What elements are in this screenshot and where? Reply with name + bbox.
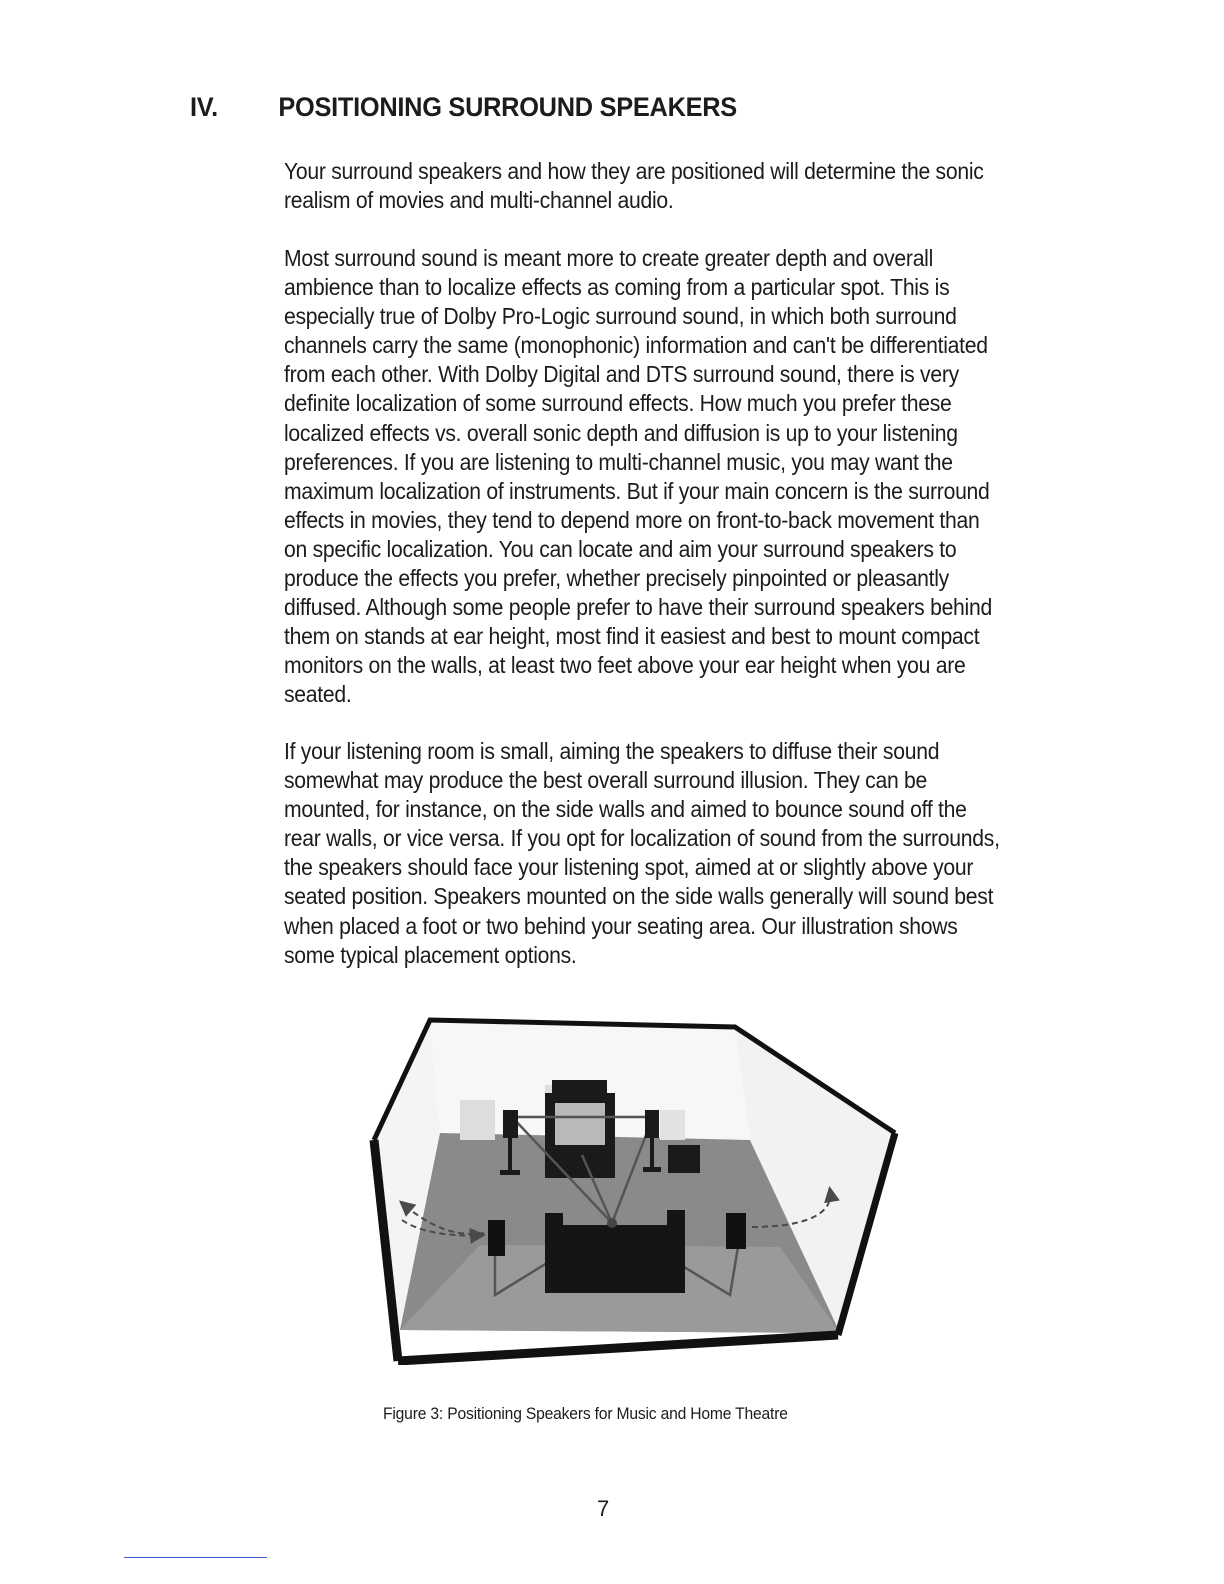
paragraph-line: seated position. Speakers mounted on the side walls generally will sound best [284,883,994,910]
paragraph-line: from each other. With Dolby Digital and DTS surround sound, there is very [284,361,959,388]
footnote-divider [124,1557,267,1558]
section-title: POSITIONING SURROUND SPEAKERS [278,92,737,122]
paragraph-line: maximum localization of instruments. But if your main concern is the surround [284,477,990,504]
paragraph-line: localized effects vs. overall sonic depth and diffusion is up to your listening [284,419,958,446]
paragraph-line: preferences. If you are listening to multi-channel music, you may want the [284,448,953,475]
paragraph-line: Your surround speakers and how they are positioned will determine the sonic [284,158,984,184]
paragraph-line: channels carry the same (monophonic) information and can't be differentiated [284,332,988,359]
side-left-speaker [488,1220,505,1256]
section-heading [190,92,737,123]
paragraph-line: seated. [284,681,352,708]
section-number: IV. [190,92,218,122]
paragraph-line: on specific localization. You can locate and aim your surround speakers to [284,535,957,562]
subwoofer [668,1145,700,1173]
paragraph-line: somewhat may produce the best overall surround illusion. They can be [284,767,928,794]
paragraph-line: them on stands at ear height, most find it easiest and best to mount compact [284,623,980,650]
paragraph-line: when placed a foot or two behind your seating area. Our illustration shows [284,912,958,939]
paragraph-line: ambience than to localize effects as coming from a particular spot. This is [284,274,950,301]
page-number: 7 [597,1496,610,1521]
paragraph-line: especially true of Dolby Pro-Logic surround sound, in which both surround [284,303,957,330]
paragraph-ambience [284,244,992,710]
paragraph-line: the speakers should face your listening spot, aimed at or slightly above your [284,854,974,881]
paragraph-line: effects in movies, they tend to depend more on front-to-back movement than [284,506,980,533]
speaker-placement-illustration [360,1015,905,1365]
paragraph-line: mounted, for instance, on the side walls and aimed to bounce sound off the [284,796,967,823]
paragraph-intro [284,157,983,215]
paragraph-line: If your listening room is small, aiming the speakers to diffuse their sound [284,738,940,764]
paragraph-small-room [284,737,1000,970]
paragraph-line: produce the effects you prefer, whether precisely pinpointed or pleasantly [284,565,949,592]
paragraph-line: monitors on the walls, at least two feet above your ear height when you are [284,652,966,679]
figure-caption: Figure 3: Positioning Speakers for Music and Home Theatre [383,1404,788,1423]
paragraph-line: diffused. Although some people prefer to have their surround speakers behind [284,594,992,621]
paragraph-line: some typical placement options. [284,941,577,968]
paragraph-line: Most surround sound is meant more to create greater depth and overall [284,245,934,271]
paragraph-line: rear walls, or vice versa. If you opt for localization of sound from the surrounds, [284,825,1000,852]
paragraph-line: realism of movies and multi-channel audio. [284,187,674,214]
paragraph-line: definite localization of some surround effects. How much you prefer these [284,390,952,417]
side-right-speaker [726,1213,746,1249]
listening-position [607,1218,617,1228]
